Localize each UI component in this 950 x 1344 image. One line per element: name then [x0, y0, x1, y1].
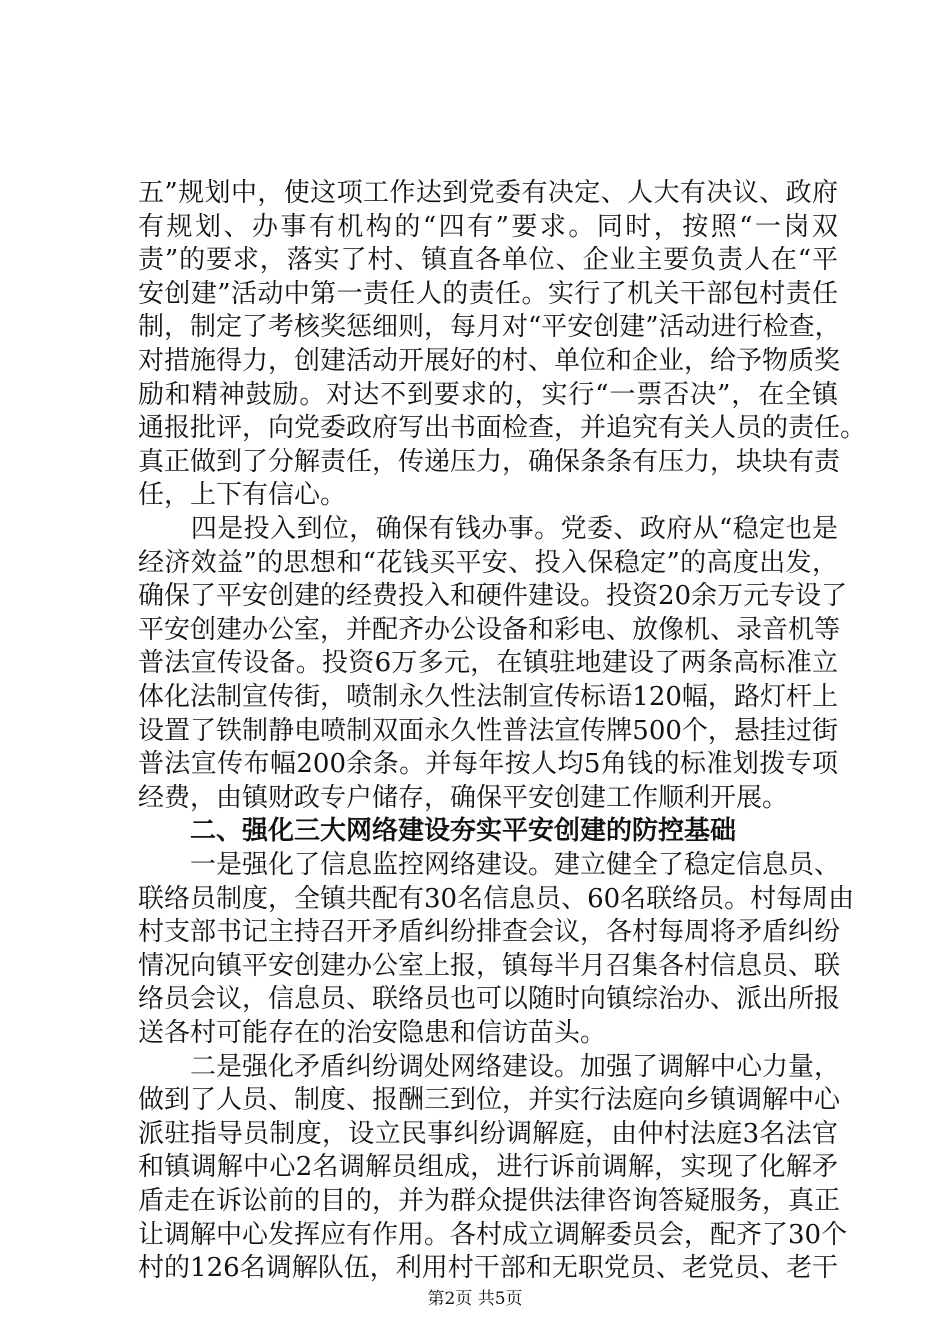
text-line: 一是强化了信息监控网络建设。建立健全了稳定信息员、	[138, 850, 841, 880]
text-line: 体化法制宣传街，喷制永久性法制宣传标语120幅，路灯杆上	[138, 682, 838, 712]
text-line: 四是投入到位，确保有钱办事。党委、政府从“稳定也是	[138, 514, 838, 544]
page-footer: 第2页 共5页	[427, 1289, 523, 1309]
text-line: 安创建”活动中第一责任人的责任。实行了机关干部包村责任	[138, 278, 838, 309]
text-line: 二是强化矛盾纠纷调处网络建设。加强了调解中心力量，	[138, 1051, 841, 1082]
text-line: 村的126名调解队伍，利用村干部和无职党员、老党员、老干	[138, 1253, 838, 1284]
text-line: 做到了人员、制度、报酬三到位，并实行法庭向乡镇调解中心	[138, 1085, 841, 1116]
text-line: 联络员制度，全镇共配有30名信息员、60名联络员。村每周由	[138, 883, 855, 914]
text-line: 平安创建办公室，并配齐办公设备和彩电、放像机、录音机等	[138, 614, 841, 645]
text-line: 让调解中心发挥应有作用。各村成立调解委员会，配齐了30个	[138, 1219, 848, 1250]
text-line: 确保了平安创建的经费投入和硬件建设。投资20余万元专设了	[138, 581, 848, 612]
text-line: 络员会议，信息员、联络员也可以随时向镇综治办、派出所报	[138, 984, 841, 1015]
section-heading: 二、强化三大网络建设夯实平安创建的防控基础	[138, 816, 737, 847]
text-line: 送各村可能存在的治安隐患和信访苗头。	[138, 1018, 607, 1048]
text-line: 通报批评，向党委政府写出书面检查，并追究有关人员的责任。	[138, 413, 867, 444]
text-line: 普法宣传设备。投资6万多元，在镇驻地建设了两条高标准立	[138, 648, 838, 679]
text-line: 对措施得力，创建活动开展好的村、单位和企业，给予物质奖	[138, 346, 841, 376]
text-line: 派驻指导员制度，设立民事纠纷调解庭，由仲村法庭3名法官	[138, 1118, 838, 1149]
text-line: 任，上下有信心。	[138, 480, 347, 511]
text-line: 设置了铁制静电喷制双面永久性普法宣传牌500个，悬挂过街	[138, 715, 838, 746]
text-line: 和镇调解中心2名调解员组成，进行诉前调解，实现了化解矛	[138, 1152, 838, 1183]
text-line: 普法宣传布幅200余条。并每年按人均5角钱的标准划拨专项	[138, 749, 838, 780]
text-line: 村支部书记主持召开矛盾纠纷排查会议，各村每周将矛盾纠纷	[138, 917, 841, 948]
text-line: 情况向镇平安创建办公室上报，镇每半月召集各村信息员、联	[138, 950, 841, 981]
text-line: 盾走在诉讼前的目的，并为群众提供法律咨询答疑服务，真正	[138, 1186, 841, 1216]
text-line: 真正做到了分解责任，传递压力，确保条条有压力，块块有责	[138, 446, 841, 477]
text-line: 励和精神鼓励。对达不到要求的，实行“一票否决”，在全镇	[138, 379, 838, 410]
text-line: 经济效益”的思想和“花钱买平安、投入保稳定”的高度出发，	[138, 547, 838, 578]
text-line: 经费，由镇财政专户储存，确保平安创建工作顺利开展。	[138, 782, 789, 813]
text-line: 制，制定了考核奖惩细则，每月对“平安创建”活动进行检查，	[138, 312, 841, 343]
text-line: 责”的要求，落实了村、镇直各单位、企业主要负责人在“平	[138, 245, 838, 276]
text-line: 有规划、办事有机构的“四有”要求。同时，按照“一岗双	[138, 211, 838, 242]
text-line: 五”规划中，使这项工作达到党委有决定、人大有决议、政府	[138, 178, 838, 208]
